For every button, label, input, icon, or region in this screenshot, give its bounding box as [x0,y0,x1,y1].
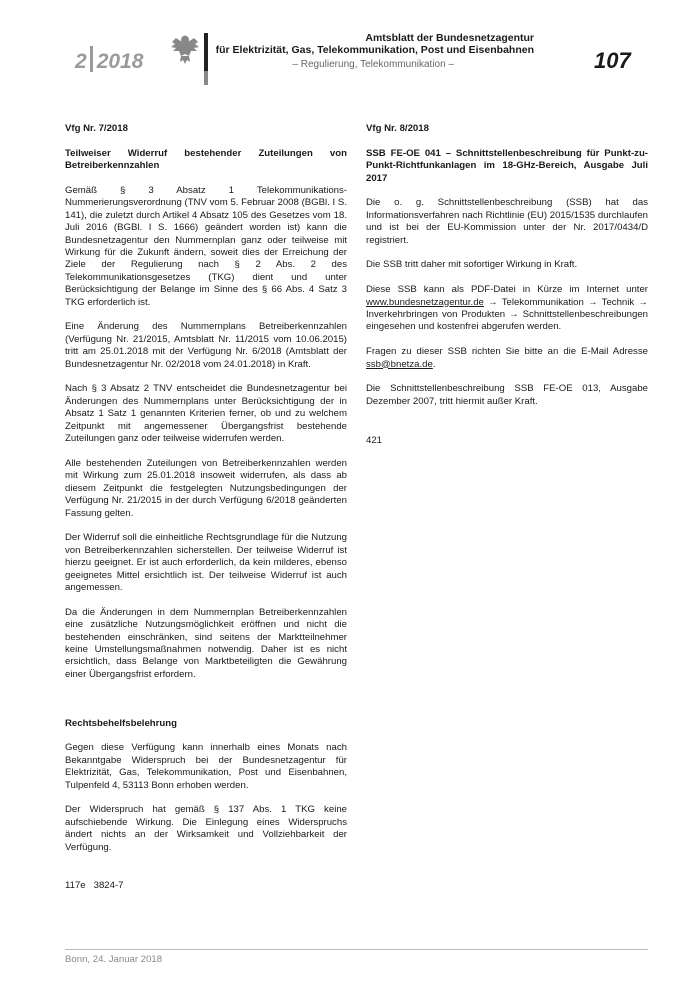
article-title-8: SSB FE-OE 041 – Schnittstellenbeschreibung für Punkt-zu-Punkt-Richtfunkanlagen im 18-GHz-Bereich, Ausgabe Juli 2017 [366,147,648,184]
spacer [65,694,347,718]
federal-eagle-icon [168,32,202,66]
rechtsbehelf-heading: Rechtsbehelfsbelehrung [65,717,177,729]
publication-title [214,32,534,56]
issue-separator [90,46,93,72]
paragraph-email [366,346,648,371]
header-divider [204,33,208,71]
paragraph: Alle bestehenden Zuteilungen von Betreiberkennzahlen werden mit Wirkung zum 25.01.2018 insoweit widerrufen, als dass ab diesem Zeitpunkt die festgelegten Nutzungsbedingungen der Verfügung Nr. 21/2015 in der durch Verfügung 6/2018 geänderten Fassung gelten. [65,457,347,519]
text: → Telekommunikation → Technik → Inverkehrbringen von Produkten → Schnittstellenbeschreibungen eingesehen und kostenfrei abgerufen werden. [366,296,648,333]
right-column [366,123,648,459]
paragraph: Die SSB tritt daher mit sofortiger Wirkung in Kraft. [366,259,578,271]
page-number: 107 [594,48,631,73]
paragraph: Die Schnittstellenbeschreibung SSB FE-OE 013, Ausgabe Dezember 2007, tritt hiermit außer Kraft. [366,383,648,407]
article-title-7: Teilweiser Widerruf bestehender Zuteilungen von Betreiberkennzahlen [65,147,347,172]
paragraph: Gegen diese Verfügung kann innerhalb eines Monats nach Bekanntgabe Widerspruch bei der Bundesnetzagentur für Elektrizität, Gas, Telekommunikation, Post und Eisenbahnen, Tulpenfeld 4, 53113 Bonn erhoben werden. [65,742,347,791]
publication-title-line2: für Elektrizität, Gas, Telekommunikation, Post und Eisenbahnen [215,44,534,56]
reference-code-7: 117e 3824-7 [65,880,124,892]
footer-place-date: Bonn, 24. Januar 2018 [65,954,163,965]
footer-rule [65,949,648,950]
header-divider-grey [204,71,208,85]
paragraph: Die o. g. Schnittstellenbeschreibung (SSB) hat das Informationsverfahren nach Richtlinie (EU) 2015/1535 durchlaufen und ist bei der EU-Kommission unter der Nr. 2017/0434/D registriert. [366,197,648,246]
publication-title-line1: Amtsblatt der Bundesnetzagentur [365,32,534,44]
vfg-label-8: Vfg Nr. 8/2018 [366,123,429,134]
paragraph: Der Widerruf soll die einheitliche Rechtsgrundlage für die Nutzung von Betreiberkennzahlen sicherstellen. Der teilweise Widerruf ist hierzu geeignet. Er ist auch erforderlich, da kein milderes, ebenso geeignetes Mittel ersichtlich ist. Der teilweise Widerruf ist auch angemessen. [65,532,347,593]
bundesnetzagentur-link[interactable]: www.bundesnetzagentur.de [366,296,484,308]
paragraph-link [366,284,648,334]
issue-number: 2 [75,50,87,73]
email-link[interactable]: ssb@bnetza.de [366,358,433,370]
publication-subtitle: – Regulierung, Telekommunikation – [292,59,454,70]
text: Diese SSB kann als PDF-Datei in Kürze im Internet unter [366,284,648,296]
reference-code-8: 421 [366,434,383,446]
spacer [65,866,347,880]
paragraph: Da die Änderungen in dem Nummernplan Betreiberkennzahlen eine zusätzliche Nutzungsmöglichkeit eröffnen und nicht die bestehenden einschränken, sind seitens der Marktteilnehmer keine Umstellungsmaßnahmen notwendig. Daher ist es nicht ersichtlich, dass Belange von Marktbeteiligten die Gewährung einer Übergangsfrist erfordern. [65,606,347,680]
paragraph: Nach § 3 Absatz 2 TNV entscheidet die Bundesnetzagentur bei Änderungen des Nummernplans unter Berücksichtigung der in Absatz 1 Satz 1 genannten Kriterien ferner, ob und zu welchem Zeitpunkt mit angemessener Übergangsfrist bestehende Zuteilungen ganz oder teilweise widerrufen werden. [65,383,347,445]
text: . [432,358,436,370]
vfg-label-7: Vfg Nr. 7/2018 [65,123,128,134]
paragraph: Eine Änderung des Nummernplans Betreiberkennzahlen (Verfügung Nr. 21/2015, Amtsblatt Nr. 11/2015 vom 10.06.2015) tritt am 25.01.2018 mit der Verfügung Nr. 6/2018 (Amtsblatt der Bundesnetzagentur Nr. 02/2018 vom 24.01.2018) in Kraft. [65,321,347,370]
spacer [366,421,648,435]
issue-badge [75,46,143,74]
text: Fragen zu dieser SSB richten Sie bitte an die E-Mail Adresse [366,346,648,358]
left-column [65,123,347,905]
paragraph: Gemäß § 3 Absatz 1 Telekommunikations-Nummerierungsverordnung (TNV vom 5. Februar 2008 (BGBl. I S. 141), die zuletzt durch Artikel 4 Absatz 105 des Gesetzes vom 18. Juli 2016 (BGBl. I S. 1666) geändert worden ist) kann die Bundesnetzagentur den Nummernplan ganz oder teilweise mit Wirkung für die Zukunft ändern, soweit dies der Erreichung der Ziele der Regulierung nach § 2 Abs. 2 des Telekommunikationsgesetzes (TKG) dient und unter Berücksichtigung der Belange im Sinne des § 66 Abs. 4 Satz 3 TKG erforderlich ist. [65,185,347,308]
paragraph: Der Widerspruch hat gemäß § 137 Abs. 1 TKG keine aufschiebende Wirkung. Die Einlegung eines Widerspruchs ändert nichts an der Wirksamkeit und Vollziehbarkeit der Verfügung. [65,804,347,853]
issue-year: 2018 [96,50,144,73]
